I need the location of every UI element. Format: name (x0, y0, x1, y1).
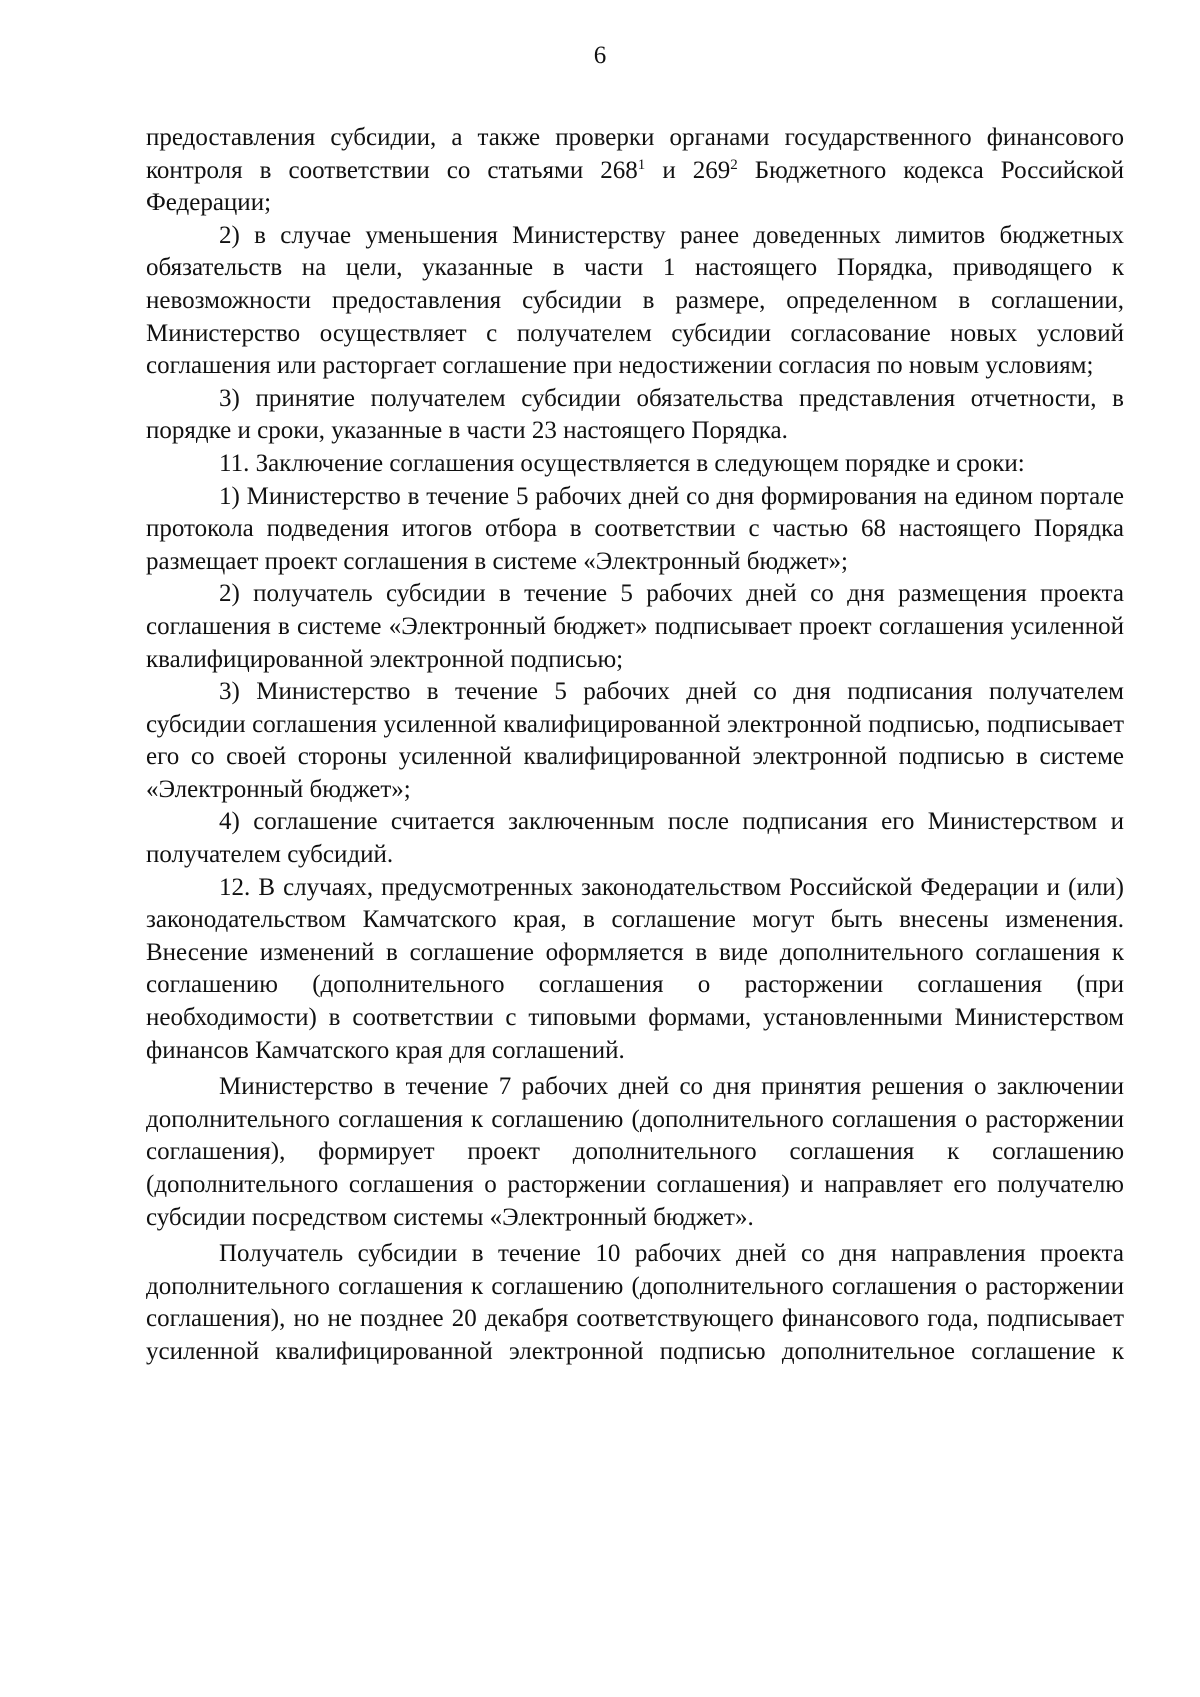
paragraph-section-11: 11. Заключение соглашения осуществляется в следующем порядке и сроки: (219, 449, 1025, 477)
paragraph-item-11-2: 2) получатель субсидии в течение 5 рабочих дней со дня размещения проекта соглашения в системе «Электронный бюджет» подписывает проект соглашения усиленной квалифицированной электронной подписью; (146, 580, 1124, 673)
paragraph-item-11-1: 1) Министерство в течение 5 рабочих дней со дня формирования на едином портале протокола подведения итогов отбора в соответствии с частью 68 настоящего Порядка размещает проект соглашения в системе «Электронный бюджет»; (146, 482, 1124, 575)
paragraph-item-11-4: 4) соглашение считается заключенным после подписания его Министерством и получателем субсидий. (146, 808, 1124, 869)
paragraph-section-12: 12. В случаях, предусмотренных законодательством Российской Федерации и (или) законодательством Камчатского края, в соглашение могут быть внесены изменения. Внесение изменений в соглашение оформляется в виде дополнительного соглашения к соглашению (дополнительного соглашения о расторжении соглашения (при необходимости) в соответствии с типовыми формами, установленными Министерством финансов Камчатского края для соглашений. (146, 873, 1124, 1064)
paragraph-item-11-3: 3) Министерство в течение 5 рабочих дней со дня подписания получателем субсидии соглашения усиленной квалифицированной электронной подписью, подписывает его со своей стороны усиленной квалифицированной электронной подписью в системе «Электронный бюджет»; (146, 678, 1124, 803)
paragraph-ministry-procedure: Министерство в течение 7 рабочих дней со дня принятия решения о заключении дополнительного соглашения к соглашению (дополнительного соглашения о расторжении соглашения), формирует проект дополнительного соглашения к соглашению (дополнительного соглашения о расторжении соглашения) и направляет его получателю субсидии посредством системы «Электронный бюджет». (146, 1073, 1124, 1231)
paragraph-continuation (146, 122, 1124, 220)
document-body (146, 122, 1124, 1369)
paragraph-text: и 269 (645, 156, 731, 184)
paragraph-item-3: 3) принятие получателем субсидии обязательства представления отчетности, в порядке и сроки, указанные в части 23 настоящего Порядка. (146, 384, 1124, 445)
paragraph-recipient-procedure: Получатель субсидии в течение 10 рабочих дней со дня направления проекта дополнительного соглашения к соглашению (дополнительного соглашения о расторжении соглашения), но не позднее 20 декабря соответствующего финансового года, подписывает усиленной квалифицированной электронной подписью дополнительное соглашение к (146, 1240, 1124, 1365)
superscript-2: 2 (730, 156, 738, 173)
paragraph-text: предоставления субсидии, а также проверки органами государственного финансового контроля в соответствии со статьями 268 (146, 124, 1124, 184)
page-number: 6 (593, 42, 607, 69)
superscript-1: 1 (637, 156, 646, 173)
paragraph-item-2: 2) в случае уменьшения Министерству ранее доведенных лимитов бюджетных обязательств на цели, указанные в части 1 настоящего Порядка, приводящего к невозможности предоставления субсидии в размере, определенном в соглашении, Министерство осуществляет с получателем субсидии согласование новых условий соглашения или расторгает соглашение при недостижении согласия по новым условиям; (146, 221, 1124, 380)
paragraph-text: Бюджетного кодекса Российской Федерации; (146, 156, 1124, 217)
